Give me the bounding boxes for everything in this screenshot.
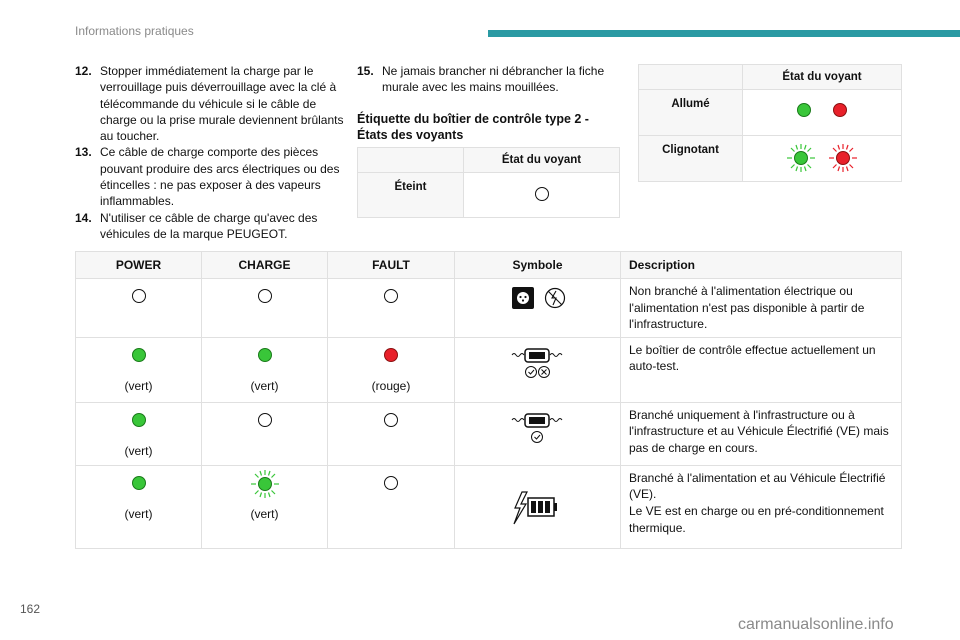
fault-cell <box>328 402 455 465</box>
page-header-title: Informations pratiques <box>75 24 194 38</box>
control-box-check-cross-icon <box>498 346 578 380</box>
led-off-icon <box>384 289 398 303</box>
led-cell <box>743 90 902 136</box>
power-cell <box>76 465 202 548</box>
led-cell <box>743 136 902 182</box>
list-item <box>75 210 345 243</box>
charge-cell <box>202 337 328 402</box>
fault-cell <box>328 465 455 548</box>
row-label-allume: Allumé <box>639 90 743 136</box>
description-cell: Le boîtier de contrôle effectue actuellement un auto-test. <box>621 337 902 402</box>
description-cell: Branché à l'alimentation et au Véhicule Électrifié (VE). Le VE est en charge ou en pré-conditionnement thermique. <box>621 465 902 548</box>
power-cell <box>76 337 202 402</box>
table-corner <box>639 65 743 90</box>
status-table <box>75 251 902 549</box>
left-column <box>75 63 345 242</box>
table-corner <box>358 148 464 173</box>
led-cell <box>464 173 620 218</box>
symbol-cell <box>455 337 621 402</box>
col-header-description: Description <box>621 252 902 279</box>
list-item-text: Ce câble de charge comporte des pièces pouvant produire des arcs électriques ou des étincelles : ne pas exposer à des vapeurs inflammables. <box>100 145 340 209</box>
led-state-table-off <box>357 147 620 218</box>
led-color-label: (vert) <box>250 506 279 521</box>
col-header-power: POWER <box>76 252 202 279</box>
section-subtitle: Étiquette du boîtier de contrôle type 2 - États des voyants <box>357 111 589 142</box>
list-item-number: 13. <box>75 145 92 160</box>
row-label-eteint: Éteint <box>358 173 464 218</box>
green-led-icon <box>258 348 272 362</box>
led-off-icon <box>132 289 146 303</box>
power-cell <box>76 402 202 465</box>
led-color-label: (vert) <box>124 378 153 393</box>
middle-column <box>357 63 622 143</box>
fault-cell <box>328 337 455 402</box>
watermark: carmanualsonline.info <box>738 616 894 633</box>
list-item-text: N'utiliser ce câble de charge qu'avec des véhicules de la marque PEUGEOT. <box>100 210 318 241</box>
red-led-icon <box>384 348 398 362</box>
charge-cell <box>202 279 328 338</box>
table-row <box>76 279 902 338</box>
symbol-cell <box>455 465 621 548</box>
green-led-icon <box>797 103 811 117</box>
led-color-label: (rouge) <box>371 378 411 393</box>
red-led-icon <box>833 103 847 117</box>
description-cell: Branché uniquement à l'infrastructure ou à l'infrastructure et au Véhicule Électrifié (VE) mais pas de charge en cours. <box>621 402 902 465</box>
green-led-icon <box>132 348 146 362</box>
led-color-label: (vert) <box>124 506 153 521</box>
row-label-clignotant: Clignotant <box>639 136 743 182</box>
control-box-check-icon <box>498 411 578 445</box>
plug-no-power-icon <box>498 285 578 311</box>
led-off-icon <box>258 289 272 303</box>
red-blinking-led-icon <box>827 142 859 174</box>
led-color-label: (vert) <box>124 443 153 458</box>
led-off-icon <box>258 413 272 427</box>
description-cell: Non branché à l'alimentation électrique ou l'alimentation n'est pas disponible à partir de l'infrastructure. <box>621 279 902 338</box>
table-row <box>76 337 902 402</box>
list-item-text: Stopper immédiatement la charge par le verrouillage puis déverrouillage avec la clé à télécommande du véhicule si le câble de charge ou la prise murale deviennent brûlants au toucher. <box>100 64 344 144</box>
led-off-icon <box>535 187 549 201</box>
col-header-symbol: Symbole <box>455 252 621 279</box>
led-off-icon <box>384 476 398 490</box>
led-state-table-on <box>638 64 902 182</box>
green-led-icon <box>132 413 146 427</box>
list-item <box>357 63 622 96</box>
table-header: État du voyant <box>743 65 902 90</box>
charge-cell <box>202 465 328 548</box>
led-color-label: (vert) <box>250 378 279 393</box>
green-led-icon <box>132 476 146 490</box>
list-item <box>75 63 345 144</box>
green-blinking-led-icon <box>249 468 281 500</box>
col-header-fault: FAULT <box>328 252 455 279</box>
table-row <box>76 402 902 465</box>
symbol-cell <box>455 402 621 465</box>
charge-cell <box>202 402 328 465</box>
fault-cell <box>328 279 455 338</box>
col-header-charge: CHARGE <box>202 252 328 279</box>
page-number: 162 <box>20 602 41 616</box>
table-header: État du voyant <box>464 148 620 173</box>
list-item <box>75 144 345 209</box>
power-cell <box>76 279 202 338</box>
header-accent-bar <box>488 30 960 37</box>
battery-charging-icon <box>498 488 578 528</box>
green-blinking-led-icon <box>785 142 817 174</box>
led-off-icon <box>384 413 398 427</box>
symbol-cell <box>455 279 621 338</box>
table-row <box>76 465 902 548</box>
list-item-number: 15. <box>357 64 374 78</box>
list-item-text: Ne jamais brancher ni débrancher la fiche murale avec les mains mouillées. <box>382 64 605 95</box>
list-item-number: 14. <box>75 210 92 225</box>
list-item-number: 12. <box>75 64 92 78</box>
